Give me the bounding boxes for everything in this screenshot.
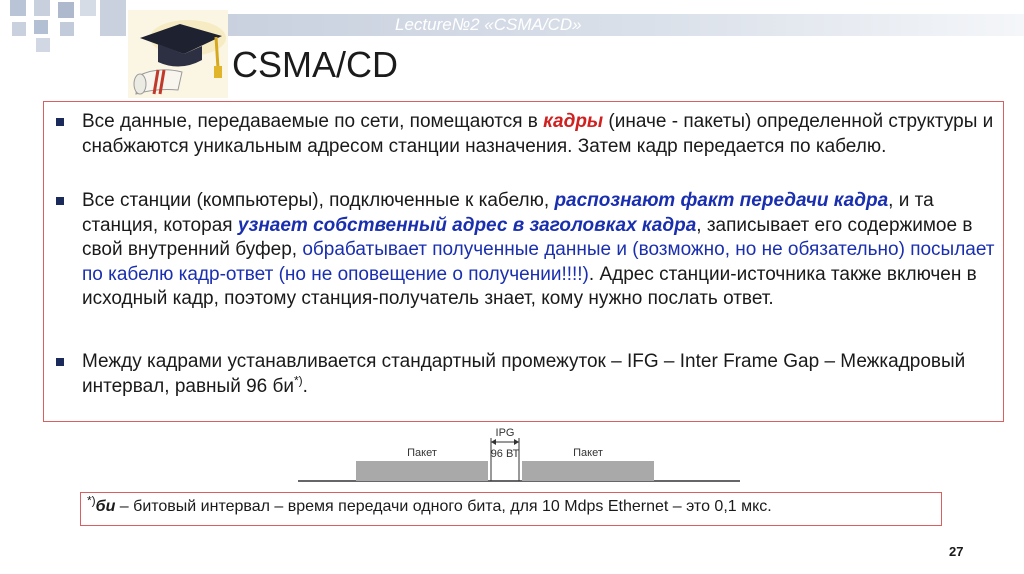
arrow-left-icon <box>491 439 496 445</box>
decor-square <box>100 0 126 36</box>
bullet-item <box>82 110 1002 159</box>
gap-label: 96 ВТ <box>490 448 520 460</box>
footnote-marker: *) <box>87 493 96 508</box>
arrow-right-icon <box>514 439 519 445</box>
bullet-item <box>82 350 1002 399</box>
highlight-recognize: распознают факт передачи кадра <box>554 190 889 211</box>
bullet-text: Между кадрами устанавливается стандартный промежуток – IFG – Inter Frame Gap – Межкадровый интервал, равный 96 би <box>82 351 966 397</box>
decor-square <box>60 22 74 36</box>
bullet-text: . Адрес станции-источника также включен в исходный кадр, поэтому станция-получатель знает, кому нужно послать ответ. <box>82 263 977 309</box>
lecture-title: Lecture№2 «CSMA/CD» <box>395 15 582 34</box>
ifg-diagram <box>298 424 740 490</box>
highlight-processes: обрабатывает полученные данные и (возможно, но не обязательно) посылает по кабелю кадр-ответ (но не оповещение о получении!!!!) <box>82 239 995 285</box>
decor-square <box>10 0 26 16</box>
footnote-term: би <box>95 498 116 515</box>
bullet-text: Все станции (компьютеры), подключенные к кабелю, <box>82 190 555 211</box>
bullet-text: (иначе - пакеты) определенной структуры и снабжаются уникальным адресом станции назначения. Затем кадр передается по кабелю. <box>82 111 994 157</box>
decor-square <box>36 38 50 52</box>
graduation-cap-icon <box>128 10 228 98</box>
ipg-label: IPG <box>495 427 515 439</box>
decor-square <box>34 0 50 16</box>
bullet-text: , и та станция, которая <box>82 190 934 236</box>
content-box <box>43 101 1004 422</box>
decor-square <box>80 0 96 16</box>
footnote-box <box>80 492 942 526</box>
bullet-text: . <box>302 375 308 397</box>
bullet-text: Все данные, передаваемые по сети, помещаются в <box>82 111 544 132</box>
decor-square <box>12 22 26 36</box>
page-number: 27 <box>949 544 964 559</box>
packet-1-label: Пакет <box>407 447 437 459</box>
highlight-frames: кадры <box>543 111 604 132</box>
decor-square <box>58 2 74 18</box>
packet-1 <box>356 461 488 481</box>
bullet-square-icon <box>56 358 64 366</box>
footnote-ref: *) <box>294 373 303 388</box>
decor-square <box>34 20 48 34</box>
footnote-text: – битовый интервал – время передачи одного бита, для 10 Mdps Ethernet – это 0,1 мкс. <box>115 498 772 515</box>
bullet-square-icon <box>56 197 64 205</box>
packet-2-label: Пакет <box>573 447 603 459</box>
packet-2 <box>522 461 654 481</box>
slide-title: CSMA/CD <box>232 44 399 85</box>
bullet-text: , записывает его содержимое в свой внутренний буфер, <box>82 214 973 260</box>
highlight-learns: узнает собственный адрес в заголовках кадра <box>237 214 697 236</box>
bullet-item <box>82 189 1002 312</box>
bullet-square-icon <box>56 118 64 126</box>
